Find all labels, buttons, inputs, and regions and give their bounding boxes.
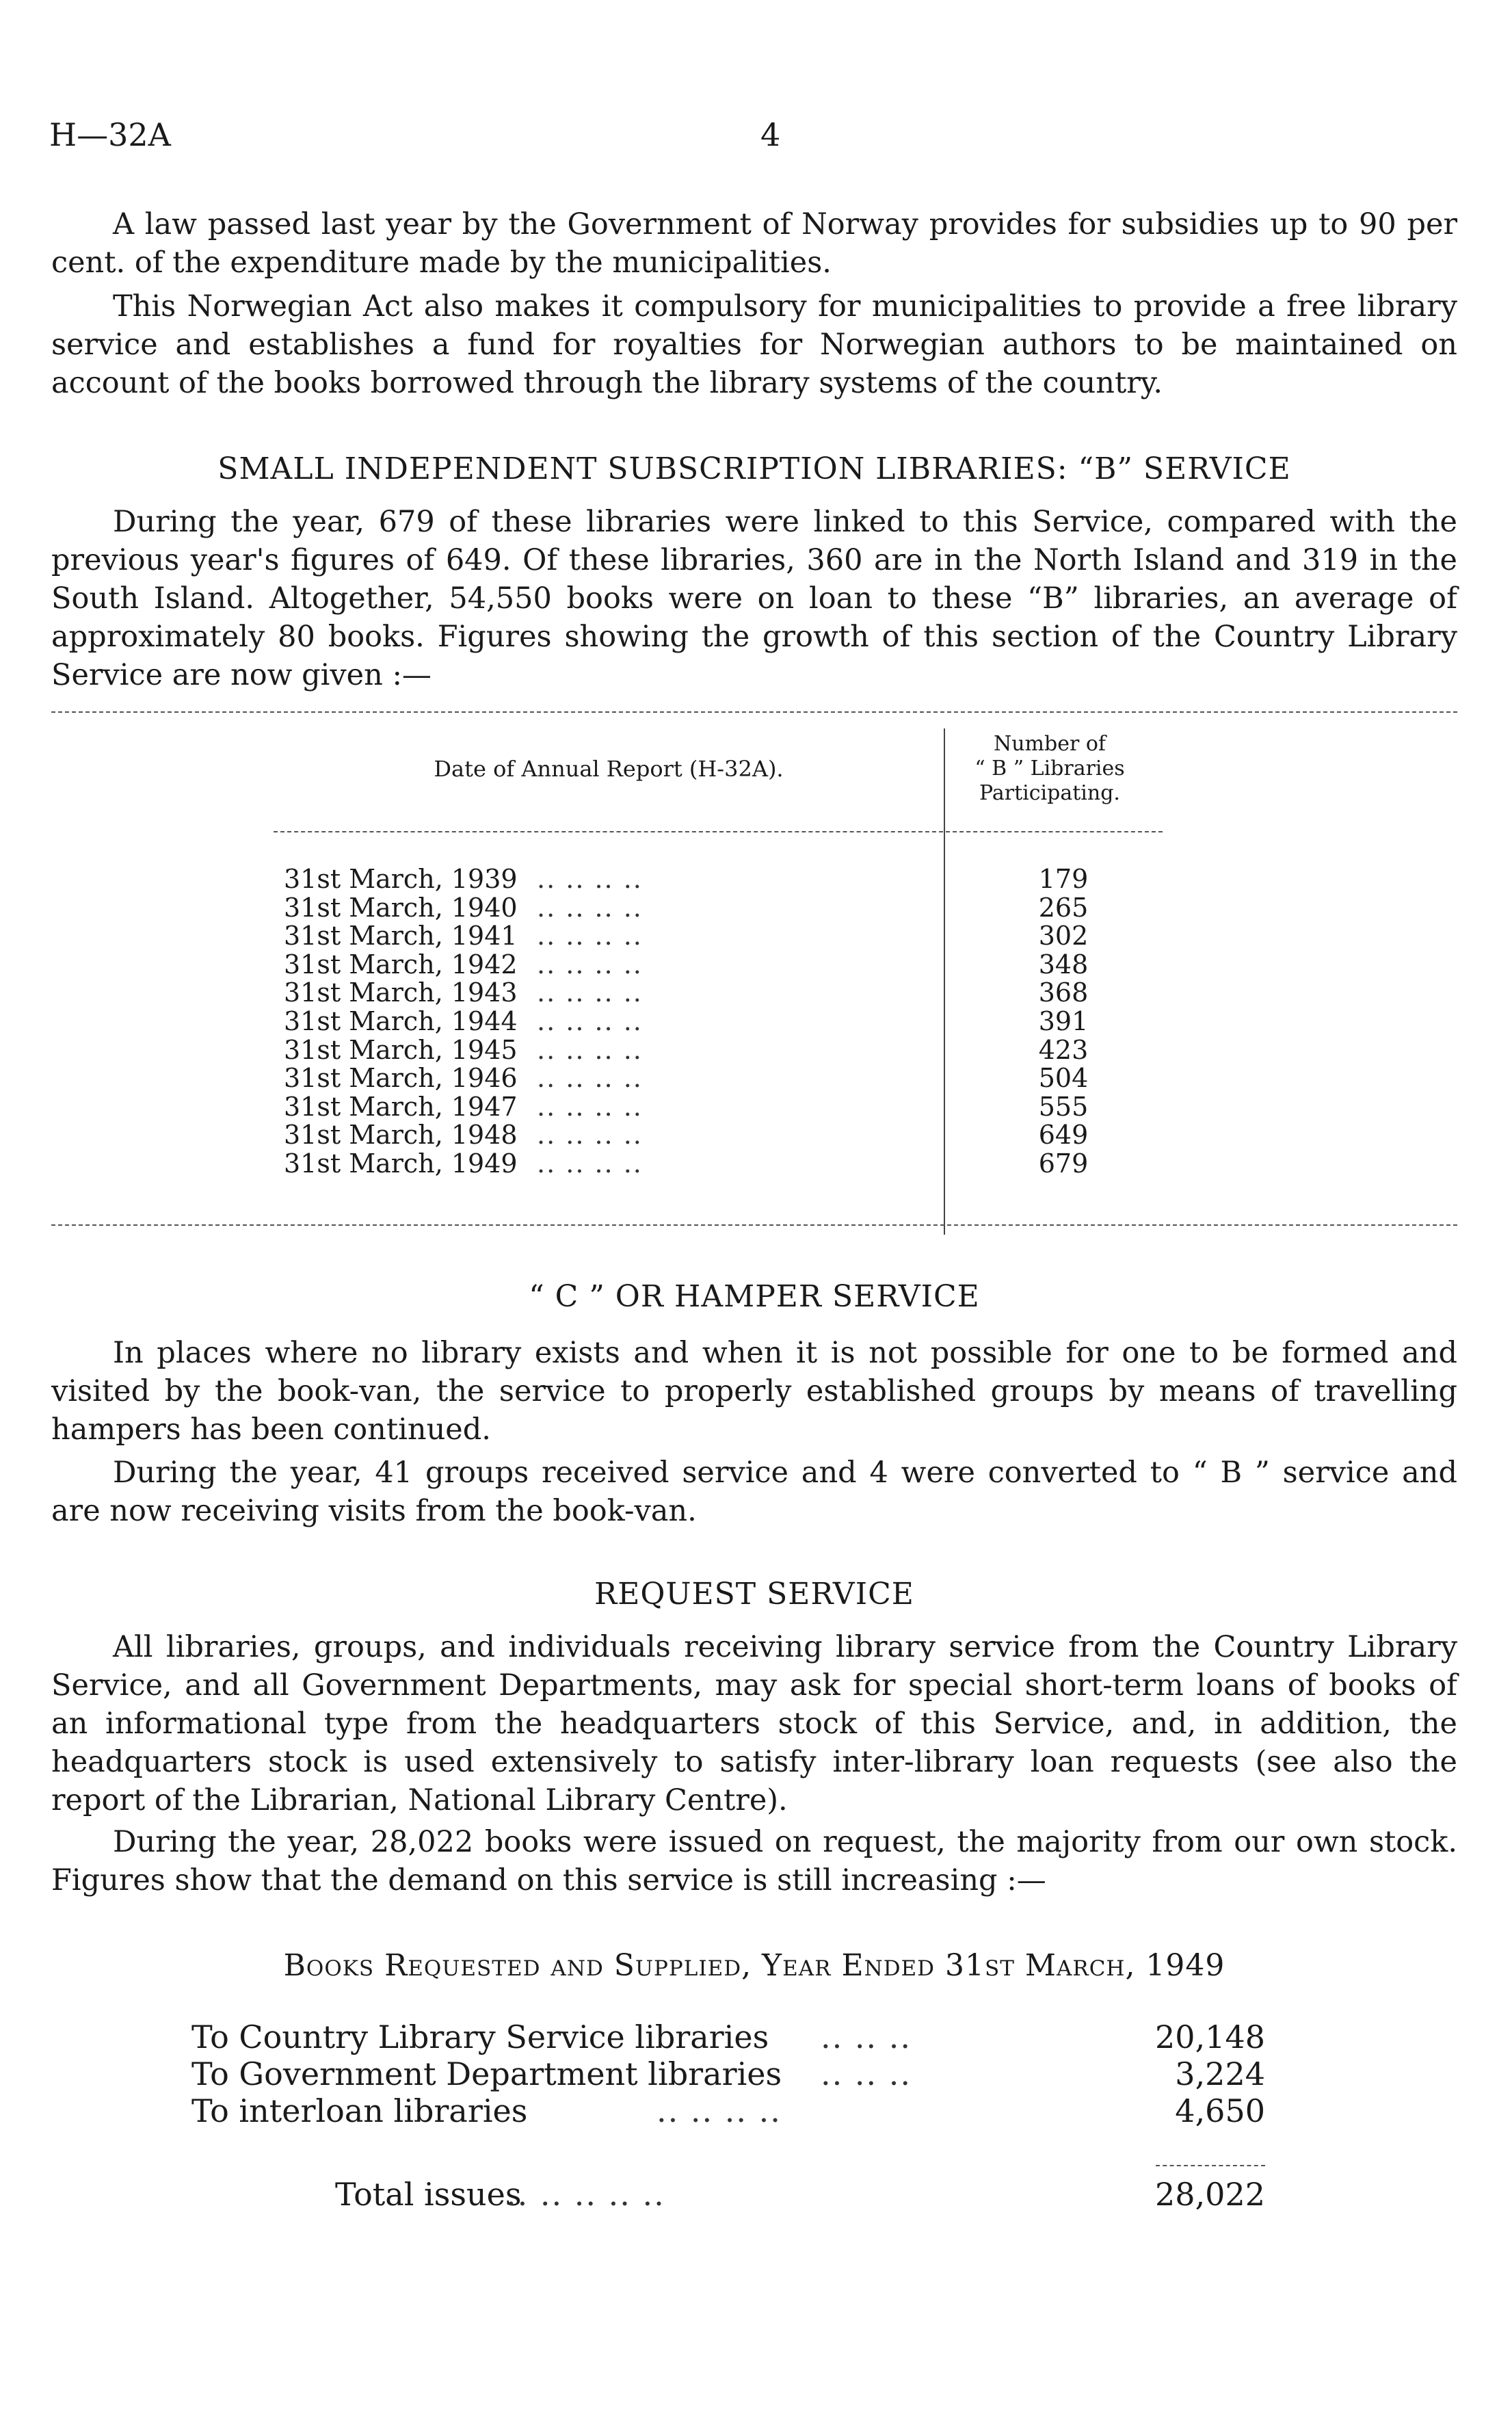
table-row (284, 865, 1173, 894)
request-service-heading: REQUEST SERVICE (594, 1577, 914, 1612)
books-row-label: To Government Department libraries (191, 2055, 782, 2092)
row-date: 31st March, 1949 (284, 1148, 518, 1179)
row-value: 302 (1038, 921, 1089, 951)
table-row (284, 922, 1173, 951)
total-amount: 28,022 (1155, 2176, 1265, 2213)
row-value: 679 (1038, 1148, 1089, 1179)
row-date: 31st March, 1943 (284, 977, 518, 1008)
row-value: 179 (1038, 864, 1089, 894)
c-service-paragraph-1: In places where no library exists and when it is not possible for one to be formed and visited by the book-van, the service to properly established groups by means of travelling hampers has been continued. (51, 1336, 1457, 1447)
intro-paragraph-2: This Norwegian Act also makes it compulsory for municipalities to provide a free library service and establishes a fund for royalties for Norwegian authors to be maintained on account of the books borrowed through the library systems of the country. (51, 289, 1457, 400)
row-value: 368 (1038, 977, 1089, 1008)
row-value: 504 (1038, 1063, 1089, 1094)
books-row-amount: 20,148 (1155, 2019, 1265, 2055)
row-leader: .. .. .. .. (537, 892, 643, 923)
page-number: 4 (760, 116, 781, 153)
table-header-date: Date of Annual Report (H-32A). (434, 756, 784, 782)
books-row (191, 2092, 1265, 2130)
row-value: 555 (1038, 1091, 1089, 1122)
table-row (284, 951, 1173, 980)
books-table-title: Books Requested and Supplied, Year Ended 31st March, 1949 (283, 1948, 1225, 1983)
row-value: 423 (1038, 1034, 1089, 1065)
b-service-heading: SMALL INDEPENDENT SUBSCRIPTION LIBRARIES: “B” SERVICE (217, 451, 1291, 486)
row-date: 31st March, 1946 (284, 1063, 518, 1094)
row-date: 31st March, 1940 (284, 892, 518, 923)
row-date: 31st March, 1945 (284, 1034, 518, 1065)
row-leader: .. .. .. .. (537, 977, 643, 1008)
row-value: 391 (1038, 1006, 1089, 1036)
row-value: 265 (1038, 892, 1089, 923)
report-code: H—32A (49, 116, 171, 153)
books-row-amount: 4,650 (1175, 2092, 1265, 2129)
page-header (49, 116, 1463, 157)
books-row-label: To Country Library Service libraries (191, 2019, 769, 2055)
table-header-rule (274, 831, 1163, 832)
row-date: 31st March, 1947 (284, 1091, 518, 1122)
total-leader: .. .. .. .. .. (506, 2176, 665, 2213)
total-row (335, 2174, 1265, 2215)
row-date: 31st March, 1948 (284, 1120, 518, 1151)
b-service-paragraph: During the year, 679 of these libraries were linked to this Service, compared with the previous year's figures of 649. Of these libraries, 360 are in the North Island and 319 in the South Island. Altogether, 54,550 books were on loan to these “B” libraries, an average of approximately 80 books. Figures showing the growth of this section of the Country Library Service are now given :— (51, 505, 1457, 692)
table-row (284, 1121, 1173, 1150)
intro-paragraph-1: A law passed last year by the Government of Norway provides for subsidies up to 90 per cent. of the expenditure made by the municipalities. (51, 207, 1457, 280)
table-bottom-rule (51, 1224, 1457, 1226)
table-top-rule (51, 711, 1457, 713)
row-value: 649 (1038, 1120, 1089, 1151)
row-leader: .. .. .. .. (537, 864, 643, 894)
row-leader: .. .. .. .. (537, 949, 643, 980)
books-row-leader: .. .. .. (821, 2055, 912, 2092)
row-leader: .. .. .. .. (537, 1120, 643, 1151)
row-leader: .. .. .. .. (537, 1091, 643, 1122)
books-row-leader: .. .. .. (821, 2019, 912, 2055)
request-service-paragraph-2: During the year, 28,022 books were issued on request, the majority from our own stock. Figures show that the demand on this service is still increasing :— (51, 1825, 1457, 1897)
table-row (284, 894, 1173, 923)
books-row (191, 2055, 1265, 2093)
row-value: 348 (1038, 949, 1089, 980)
books-row-label: To interloan libraries (191, 2092, 528, 2129)
total-label: Total issues (335, 2176, 522, 2213)
row-leader: .. .. .. .. (537, 1034, 643, 1065)
c-service-heading: “ C ” OR HAMPER SERVICE (529, 1279, 980, 1314)
growth-table-body (284, 865, 1173, 1179)
table-row (284, 1064, 1173, 1093)
row-leader: .. .. .. .. (537, 1148, 643, 1179)
books-row (191, 2018, 1265, 2056)
table-header-number-line3: Participating. (979, 781, 1120, 805)
table-header-number (947, 732, 1152, 806)
request-service-paragraph-1: All libraries, groups, and individuals receiving library service from the Country Library Service, and all Government Departments, may ask for special short-term loans of books of an informational type from the headquarters stock of this Service, and, in addition, the headquarters stock is used extensively to satisfy inter-library loan requests (see also the report of the Librarian, National Library Centre). (51, 1630, 1457, 1817)
table-row (284, 1008, 1173, 1036)
books-row-leader: .. .. .. .. (656, 2092, 782, 2129)
table-header-number-line1: Number of (993, 732, 1106, 756)
total-rule (1156, 2165, 1265, 2166)
row-date: 31st March, 1944 (284, 1006, 518, 1036)
row-leader: .. .. .. .. (537, 1006, 643, 1036)
table-row (284, 979, 1173, 1008)
table-header-number-line2: “ B ” Libraries (974, 757, 1125, 780)
row-leader: .. .. .. .. (537, 921, 643, 951)
table-row (284, 1093, 1173, 1122)
row-date: 31st March, 1939 (284, 864, 518, 894)
row-leader: .. .. .. .. (537, 1063, 643, 1094)
row-date: 31st March, 1941 (284, 921, 518, 951)
books-row-amount: 3,224 (1175, 2055, 1265, 2092)
table-row (284, 1150, 1173, 1179)
row-date: 31st March, 1942 (284, 949, 518, 980)
c-service-paragraph-2: During the year, 41 groups received service and 4 were converted to “ B ” service and are now receiving visits from the book-van. (51, 1456, 1457, 1528)
table-row (284, 1036, 1173, 1065)
